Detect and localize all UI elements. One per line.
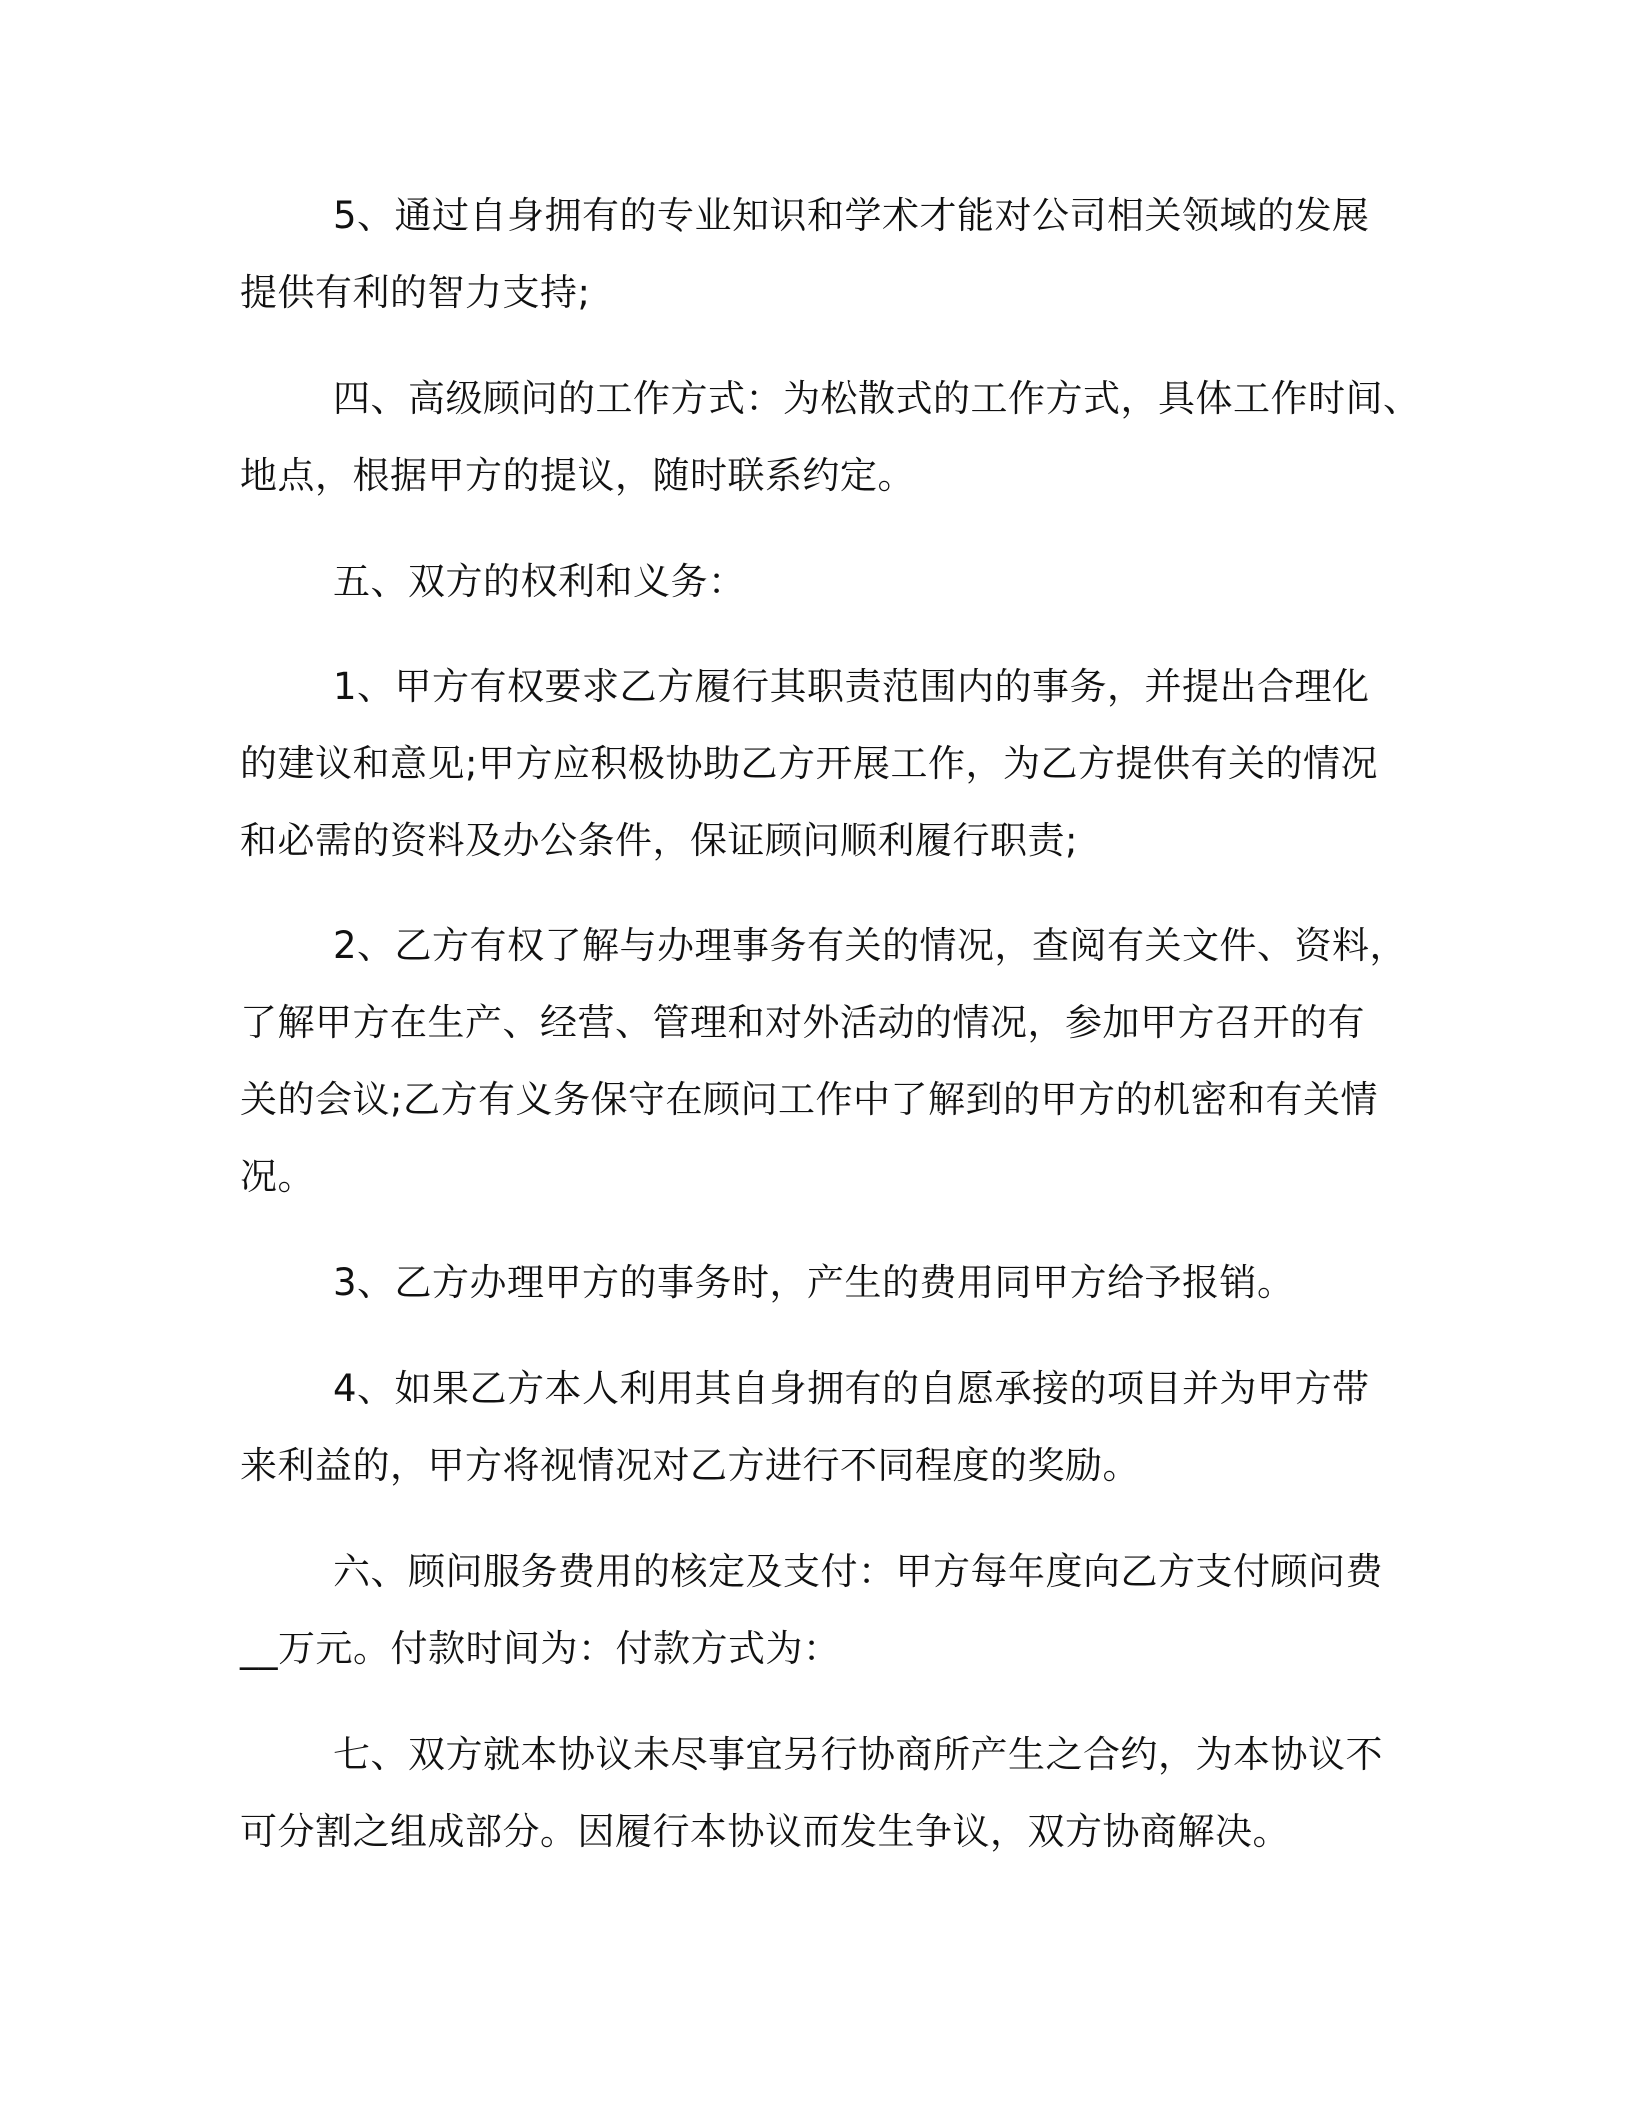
item-2-line-4: 况。 (240, 1155, 315, 1198)
item-1-line-2: 的建议和意见;甲方应积极协助乙方开展工作，为乙方提供有关的情况 (240, 742, 1378, 785)
section-7-line-2: 可分割之组成部分。因履行本协议而发生争议，双方协商解决。 (240, 1810, 1290, 1853)
paragraph-5-line-2: 提供有利的智力支持; (240, 271, 591, 314)
section-4-line-2: 地点，根据甲方的提议，随时联系约定。 (240, 454, 915, 497)
item-4-line-2: 来利益的，甲方将视情况对乙方进行不同程度的奖励。 (240, 1444, 1140, 1487)
section-5-heading: 五、双方的权利和义务： (333, 560, 746, 603)
section-6-line-2: __万元。付款时间为：付款方式为： (240, 1627, 841, 1670)
paragraph-5-line-1: 5、通过自身拥有的专业知识和学术才能对公司相关领域的发展 (333, 194, 1370, 237)
item-2-line-3: 关的会议;乙方有义务保守在顾问工作中了解到的甲方的机密和有关情 (240, 1078, 1378, 1121)
item-2-line-2: 了解甲方在生产、经营、管理和对外活动的情况，参加甲方召开的有 (240, 1001, 1365, 1044)
section-7-line-1: 七、双方就本协议未尽事宜另行协商所产生之合约，为本协议不 (333, 1733, 1383, 1776)
item-2-line-1: 2、乙方有权了解与办理事务有关的情况，查阅有关文件、资料， (333, 924, 1408, 967)
item-3-line-1: 3、乙方办理甲方的事务时，产生的费用同甲方给予报销。 (333, 1261, 1295, 1304)
item-1-line-1: 1、甲方有权要求乙方履行其职责范围内的事务，并提出合理化 (333, 665, 1370, 708)
section-6-line-1: 六、顾问服务费用的核定及支付：甲方每年度向乙方支付顾问费 (333, 1550, 1383, 1593)
section-4-line-1: 四、高级顾问的工作方式：为松散式的工作方式，具体工作时间、 (333, 377, 1421, 420)
item-4-line-1: 4、如果乙方本人利用其自身拥有的自愿承接的项目并为甲方带 (333, 1367, 1370, 1410)
item-1-line-3: 和必需的资料及办公条件，保证顾问顺利履行职责; (240, 819, 1078, 862)
